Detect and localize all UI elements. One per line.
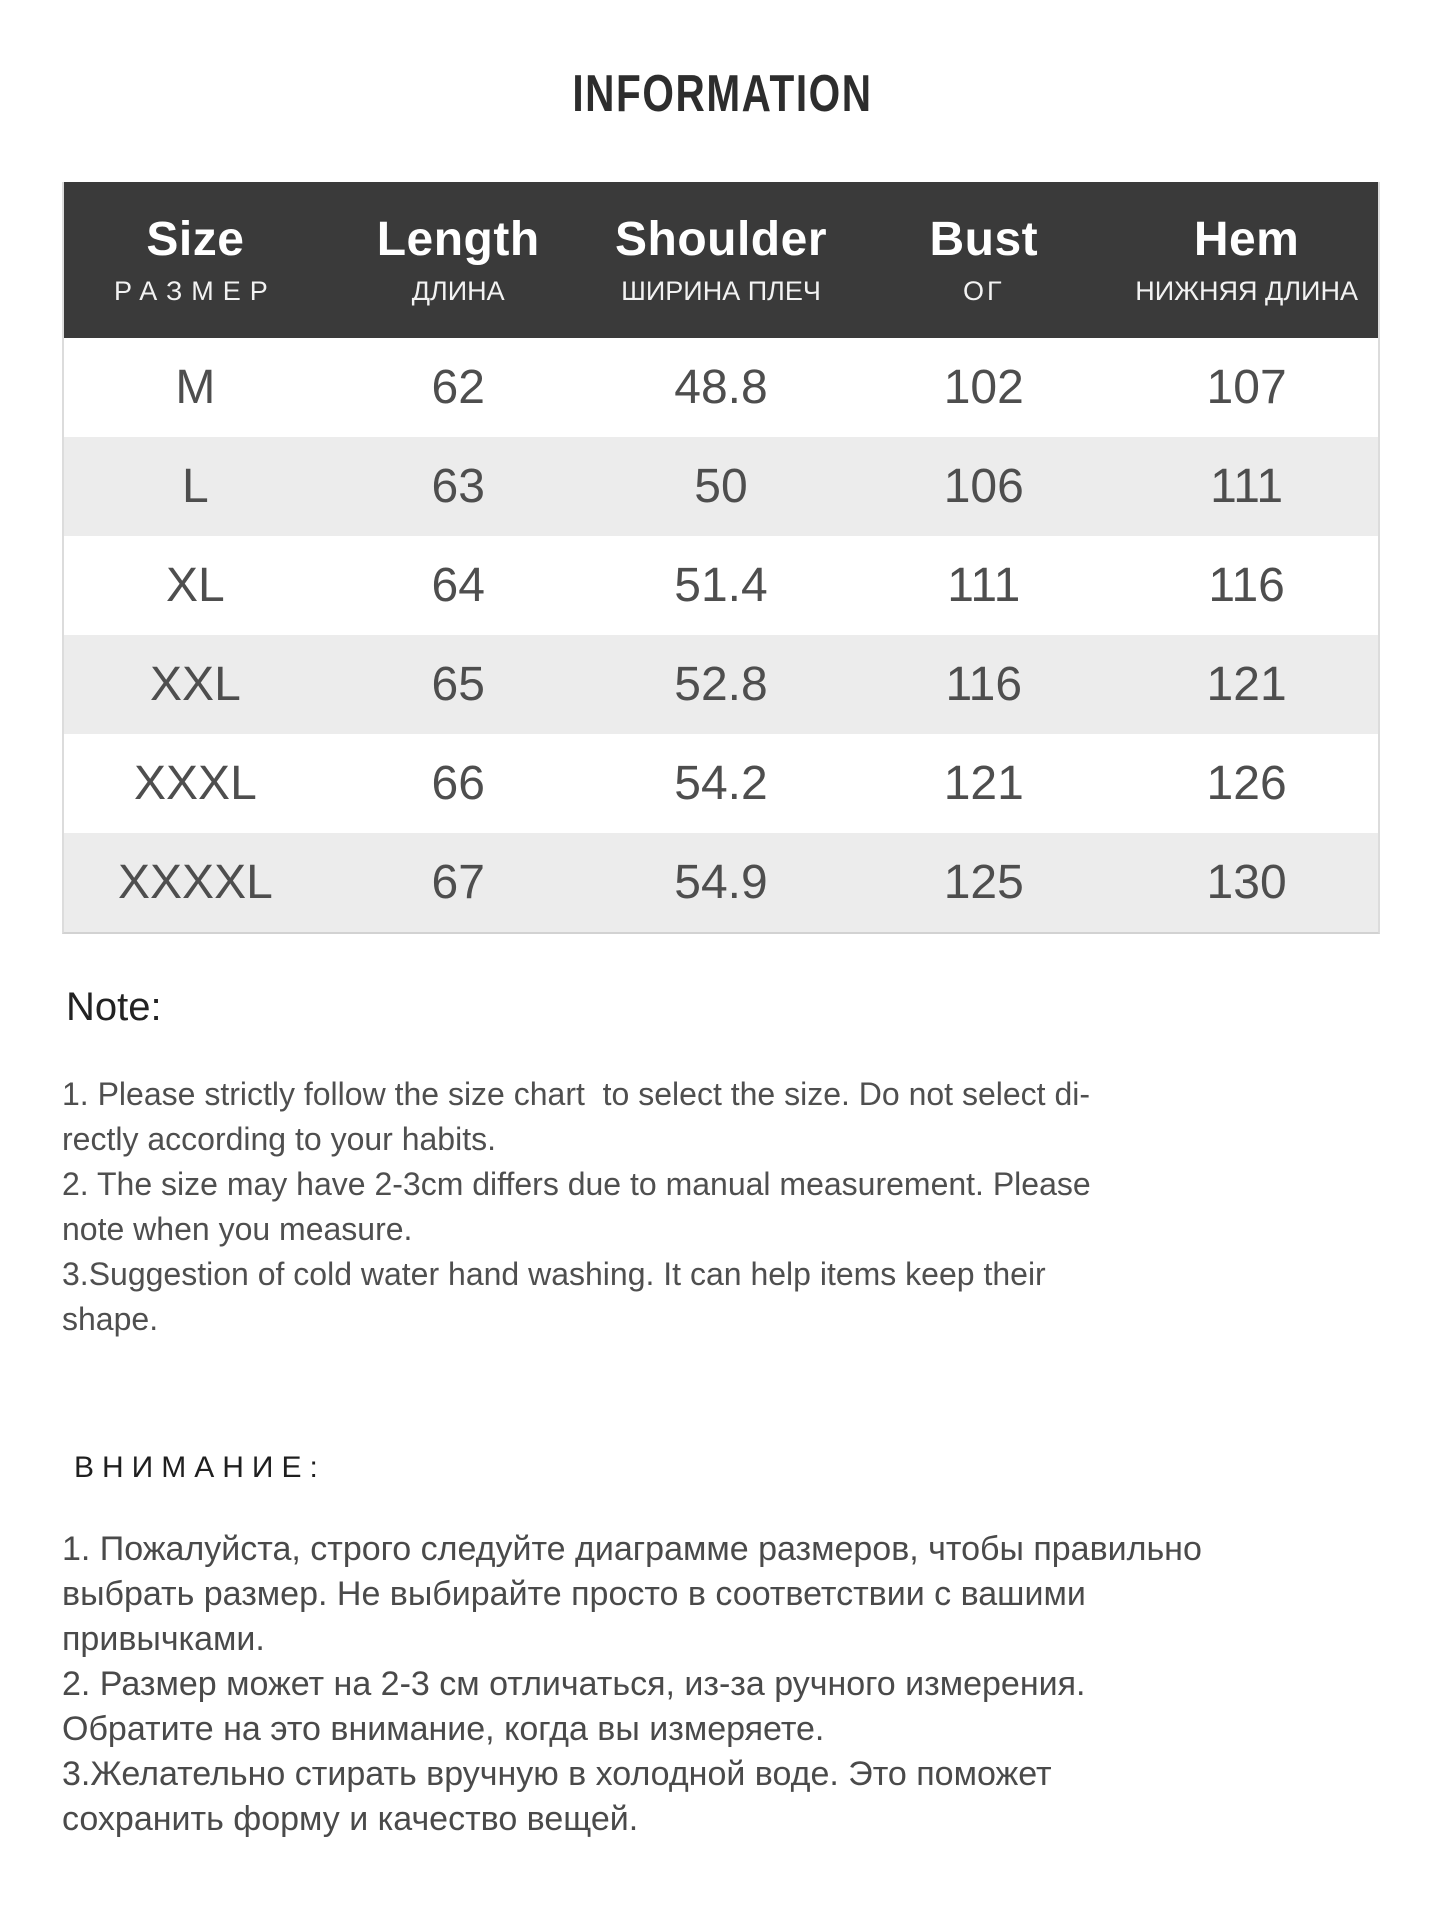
cell-length: 64 (431, 558, 485, 612)
cell-size: XXXXL (118, 855, 273, 909)
note-heading: Note: (66, 985, 162, 1029)
cell-shoulder: 50 (694, 459, 748, 513)
table-row-xxxl (64, 734, 1378, 833)
attention-text (62, 1527, 1392, 1842)
attention-line-6: 3.Желательно стирать вручную в холодной воде. Это поможет (62, 1755, 1052, 1793)
table-row-xxxxl (64, 833, 1378, 932)
note-line-4: note when you measure. (62, 1211, 413, 1247)
cell-hem: 116 (1208, 558, 1285, 612)
cell-length: 62 (431, 360, 485, 414)
note-text (62, 1072, 1392, 1342)
attention-line-3: привычками. (62, 1620, 265, 1658)
attention-line-4: 2. Размер может на 2-3 см отличаться, из-за ручного измерения. (62, 1665, 1086, 1703)
cell-hem: 126 (1206, 756, 1287, 810)
table-row-m (64, 338, 1378, 437)
cell-shoulder: 51.4 (674, 558, 768, 612)
column-label-hem: Hem (1193, 212, 1300, 266)
cell-length: 66 (431, 756, 485, 810)
table-body (64, 338, 1378, 932)
column-sublabel-size: РАЗМЕР (114, 276, 277, 307)
column-label-length: Length (376, 212, 540, 266)
column-label-size: Size (146, 212, 245, 266)
column-sublabel-length: ДЛИНА (411, 276, 505, 307)
cell-hem: 111 (1210, 459, 1284, 513)
column-sublabel-hem: НИЖНЯЯ ДЛИНА (1135, 276, 1358, 307)
attention-line-2: выбрать размер. Не выбирайте просто в соответствии с вашими (62, 1575, 1086, 1613)
table-row-xl (64, 536, 1378, 635)
column-sublabel-bust: ОГ (962, 276, 1005, 307)
cell-size: L (182, 459, 209, 513)
column-sublabel-shoulder: ШИРИНА ПЛЕЧ (621, 276, 821, 307)
note-line-1: 1. Please strictly follow the size chart to select the size. Do not select di- (62, 1076, 1090, 1112)
cell-size: XXL (150, 657, 241, 711)
attention-heading: ВНИМАНИЕ: (74, 1451, 326, 1484)
cell-length: 67 (431, 855, 485, 909)
cell-size: XXXL (134, 756, 257, 810)
cell-hem: 121 (1206, 657, 1287, 711)
column-header-hem (1115, 182, 1378, 338)
cell-bust: 106 (943, 459, 1024, 513)
attention-line-5: Обратите на это внимание, когда вы измеряете. (62, 1710, 825, 1748)
cell-bust: 125 (943, 855, 1024, 909)
cell-size: M (175, 360, 216, 414)
page-title: INFORMATION (572, 65, 873, 123)
cell-shoulder: 48.8 (674, 360, 768, 414)
cell-shoulder: 54.2 (674, 756, 768, 810)
cell-shoulder: 54.9 (674, 855, 768, 909)
attention-line-7: сохранить форму и качество вещей. (62, 1800, 639, 1838)
table-header-row (64, 182, 1378, 338)
table-row-xxl (64, 635, 1378, 734)
column-label-shoulder: Shoulder (614, 212, 827, 266)
table-row-l (64, 437, 1378, 536)
cell-length: 63 (431, 459, 485, 513)
column-header-bust (852, 182, 1115, 338)
cell-bust: 102 (943, 360, 1024, 414)
note-line-3: 2. The size may have 2-3cm differs due to manual measurement. Please (62, 1166, 1091, 1202)
cell-hem: 130 (1206, 855, 1287, 909)
note-line-6: shape. (62, 1301, 159, 1337)
attention-line-1: 1. Пожалуйста, строго следуйте диаграмме размеров, чтобы правильно (62, 1530, 1202, 1568)
cell-length: 65 (431, 657, 485, 711)
cell-bust: 111 (947, 558, 1021, 612)
cell-shoulder: 52.8 (674, 657, 768, 711)
table-header (64, 182, 1378, 338)
size-chart-table (62, 182, 1380, 934)
note-line-5: 3.Suggestion of cold water hand washing. It can help items keep their (62, 1256, 1046, 1292)
column-header-length (327, 182, 590, 338)
cell-size: XL (166, 558, 225, 612)
column-header-size (64, 182, 327, 338)
column-label-bust: Bust (929, 212, 1039, 266)
cell-hem: 107 (1206, 360, 1287, 414)
note-line-2: rectly according to your habits. (62, 1121, 496, 1157)
cell-bust: 121 (943, 756, 1024, 810)
cell-bust: 116 (945, 657, 1023, 711)
column-header-shoulder (590, 182, 853, 338)
